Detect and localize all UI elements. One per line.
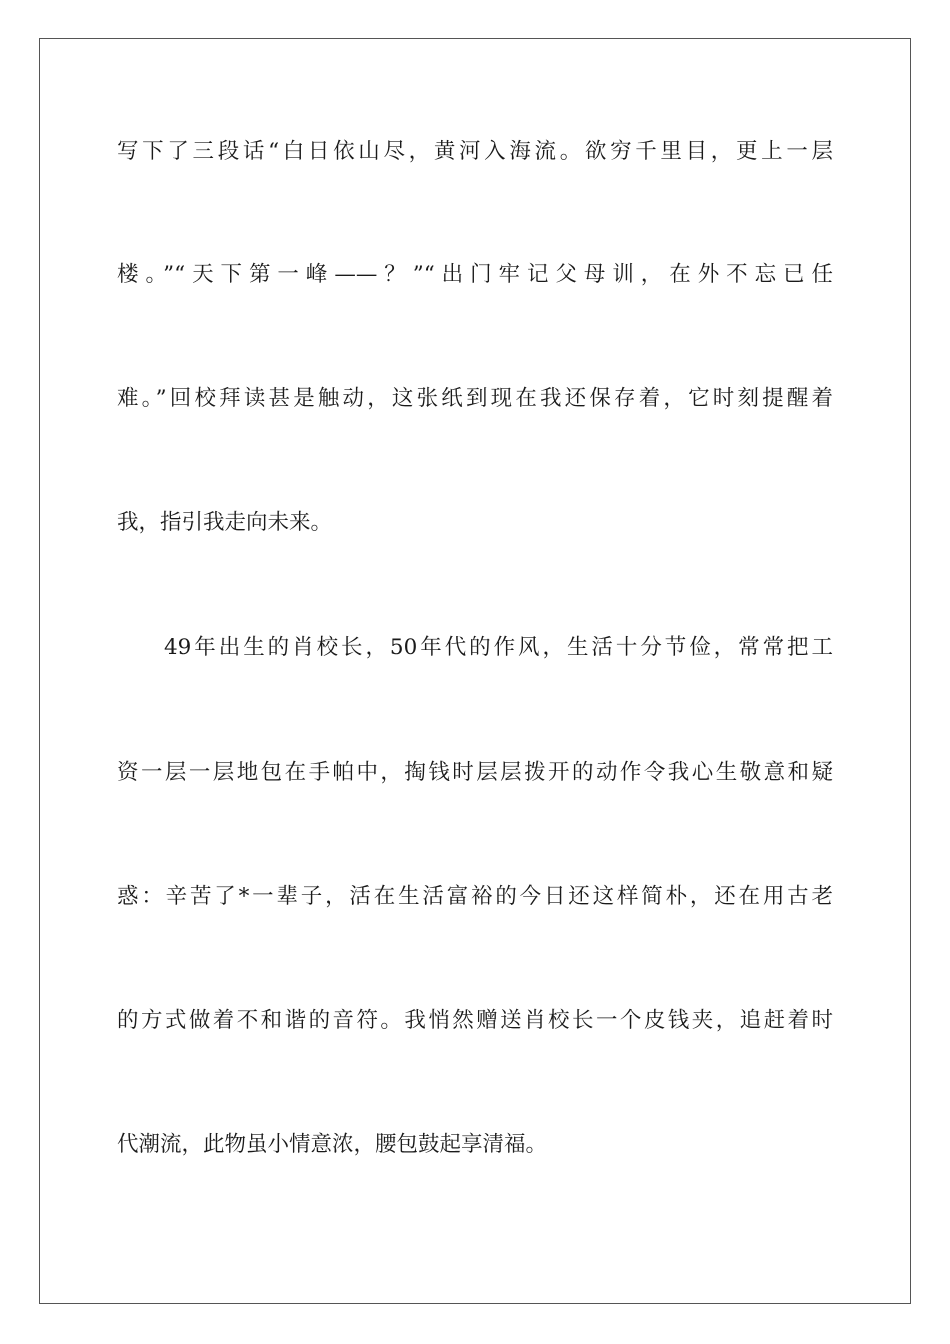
text-line: 我，指引我走向未来。 xyxy=(117,510,333,535)
text-line: 代潮流，此物虽小情意浓，腰包鼓起享清福。 xyxy=(117,1132,548,1157)
text-line: 难。”回校拜读甚是触动，这张纸到现在我还保存着，它时刻提醒着 xyxy=(117,386,833,411)
text-line: 惑：辛苦了*一辈子，活在生活富裕的今日还这样简朴，还在用古老 xyxy=(117,884,833,909)
paragraph-first-line: 49年出生的肖校长，50年代的作风，生活十分节俭，常常把工 xyxy=(164,635,833,660)
text-line: 楼。”“天下第一峰——？”“出门牢记父母训，在外不忘已任 xyxy=(117,262,833,287)
page-frame xyxy=(39,38,911,1304)
text-line: 资一层一层地包在手帕中，掏钱时层层拨开的动作令我心生敬意和疑 xyxy=(117,760,833,785)
text-line: 的方式做着不和谐的音符。我悄然赠送肖校长一个皮钱夹，追赶着时 xyxy=(117,1008,833,1033)
text-line: 写下了三段话“白日依山尽，黄河入海流。欲穷千里目，更上一层 xyxy=(117,139,833,164)
